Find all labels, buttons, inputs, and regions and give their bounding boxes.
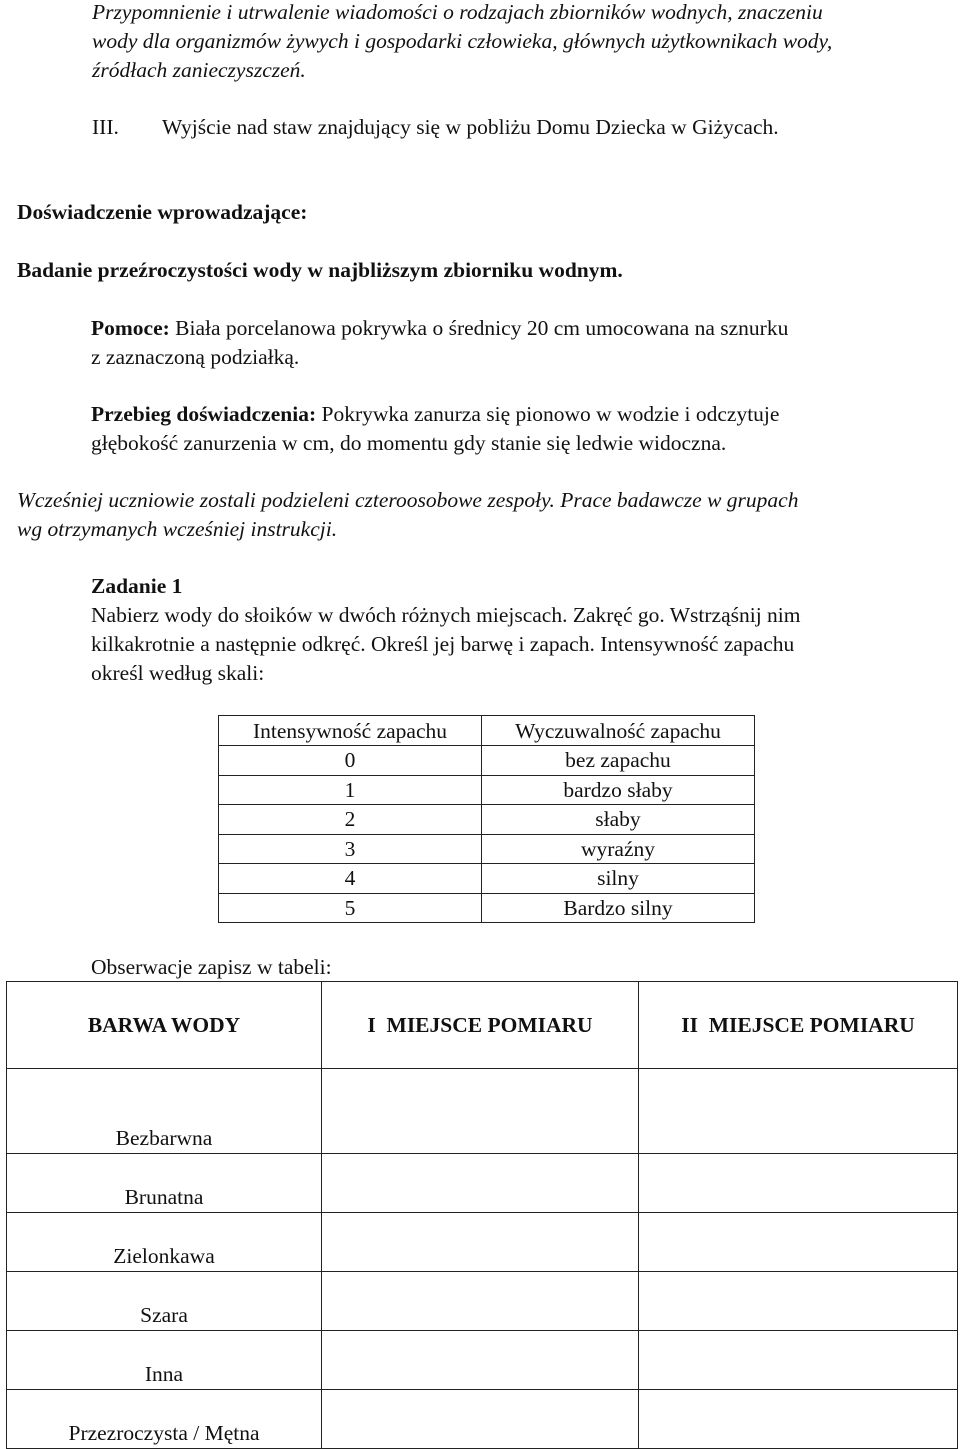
obs-site-1-cell[interactable] (322, 1390, 639, 1449)
scale-description: bez zapachu (482, 746, 755, 776)
table-row (219, 834, 755, 864)
table-row (219, 893, 755, 923)
obs-site-1-cell[interactable] (322, 1069, 639, 1154)
table-row (7, 1390, 958, 1449)
table-row (219, 805, 755, 835)
task-line-2: kilkakrotnie a następnie odkręć. Określ jej barwę i zapach. Intensywność zapachu (91, 632, 795, 656)
aids-paragraph (91, 314, 788, 343)
scale-level: 1 (219, 775, 482, 805)
scale-header-row (219, 716, 755, 746)
obs-site-2-cell[interactable] (639, 1069, 958, 1154)
obs-color-label: Bezbarwna (7, 1069, 322, 1154)
section-text: Wyjście nad staw znajdujący się w pobliżu Domu Dziecka w Giżycach. (162, 115, 779, 139)
table-row (219, 746, 755, 776)
scale-description: silny (482, 864, 755, 894)
aids-line-2: z zaznaczoną podziałką. (91, 345, 300, 369)
task-line-1: Nabierz wody do słoików w dwóch różnych miejscach. Zakręć go. Wstrząśnij nim (91, 603, 801, 627)
scale-level: 2 (219, 805, 482, 835)
obs-site-2-cell[interactable] (639, 1390, 958, 1449)
obs-color-label: Inna (7, 1331, 322, 1390)
scale-level: 5 (219, 893, 482, 923)
intro-line-3: źródłach zanieczyszczeń. (92, 58, 306, 82)
intro-line-1: Przypomnienie i utrwalenie wiadomości o rodzajach zbiorników wodnych, znaczeniu (92, 0, 823, 24)
obs-site-1-cell[interactable] (322, 1213, 639, 1272)
obs-color-label: Brunatna (7, 1154, 322, 1213)
obs-site-1-cell[interactable] (322, 1272, 639, 1331)
obs-site-1-cell[interactable] (322, 1154, 639, 1213)
obs-header-site-1: I MIEJSCE POMIARU (322, 982, 639, 1069)
aids-label: Pomoce: (91, 316, 170, 340)
table-row (7, 1272, 958, 1331)
section-numeral: III. (92, 115, 119, 139)
table-row (219, 775, 755, 805)
obs-color-label: Przezroczysta / Mętna (7, 1390, 322, 1449)
scale-description: wyraźny (482, 834, 755, 864)
task-line-3: określ według skali: (91, 661, 265, 685)
obs-header-row (7, 982, 958, 1069)
obs-color-label: Szara (7, 1272, 322, 1331)
groups-line-2: wg otrzymanych wcześniej instrukcji. (17, 517, 338, 541)
table-row (7, 1331, 958, 1390)
table-row (7, 1154, 958, 1213)
observations-label: Obserwacje zapisz w tabeli: (91, 955, 332, 979)
experiment-heading: Doświadczenie wprowadzające: (17, 200, 308, 224)
observation-table (6, 981, 958, 1449)
scale-level: 0 (219, 746, 482, 776)
scale-description: bardzo słaby (482, 775, 755, 805)
obs-site-2-cell[interactable] (639, 1331, 958, 1390)
aids-text: Biała porcelanowa pokrywka o średnicy 20 cm umocowana na sznurku (169, 316, 789, 340)
groups-line-1: Wcześniej uczniowie zostali podzieleni czteroosobowe zespoły. Prace badawcze w grupach (17, 488, 799, 512)
obs-site-2-cell[interactable] (639, 1213, 958, 1272)
scale-description: Bardzo silny (482, 893, 755, 923)
odor-scale-table (218, 715, 755, 923)
obs-color-label: Zielonkawa (7, 1213, 322, 1272)
intro-line-2: wody dla organizmów żywych i gospodarki człowieka, głównych użytkownikach wody, (92, 29, 833, 53)
table-row (7, 1069, 958, 1154)
scale-level: 4 (219, 864, 482, 894)
table-row (219, 864, 755, 894)
scale-header-intensity: Intensywność zapachu (219, 716, 482, 746)
obs-header-site-2: II MIEJSCE POMIARU (639, 982, 958, 1069)
scale-level: 3 (219, 834, 482, 864)
task-title: Zadanie 1 (91, 574, 183, 598)
course-text: Pokrywka zanurza się pionowo w wodzie i odczytuje (316, 402, 780, 426)
obs-site-1-cell[interactable] (322, 1331, 639, 1390)
scale-description: słaby (482, 805, 755, 835)
obs-header-color: BARWA WODY (7, 982, 322, 1069)
experiment-subheading: Badanie przeźroczystości wody w najbliższym zbiorniku wodnym. (17, 258, 623, 282)
scale-header-perceptibility: Wyczuwalność zapachu (482, 716, 755, 746)
obs-site-2-cell[interactable] (639, 1154, 958, 1213)
table-row (7, 1213, 958, 1272)
obs-site-2-cell[interactable] (639, 1272, 958, 1331)
course-paragraph (91, 400, 779, 429)
course-label: Przebieg doświadczenia: (91, 402, 317, 426)
course-line-2: głębokość zanurzenia w cm, do momentu gdy stanie się ledwie widoczna. (91, 431, 727, 455)
